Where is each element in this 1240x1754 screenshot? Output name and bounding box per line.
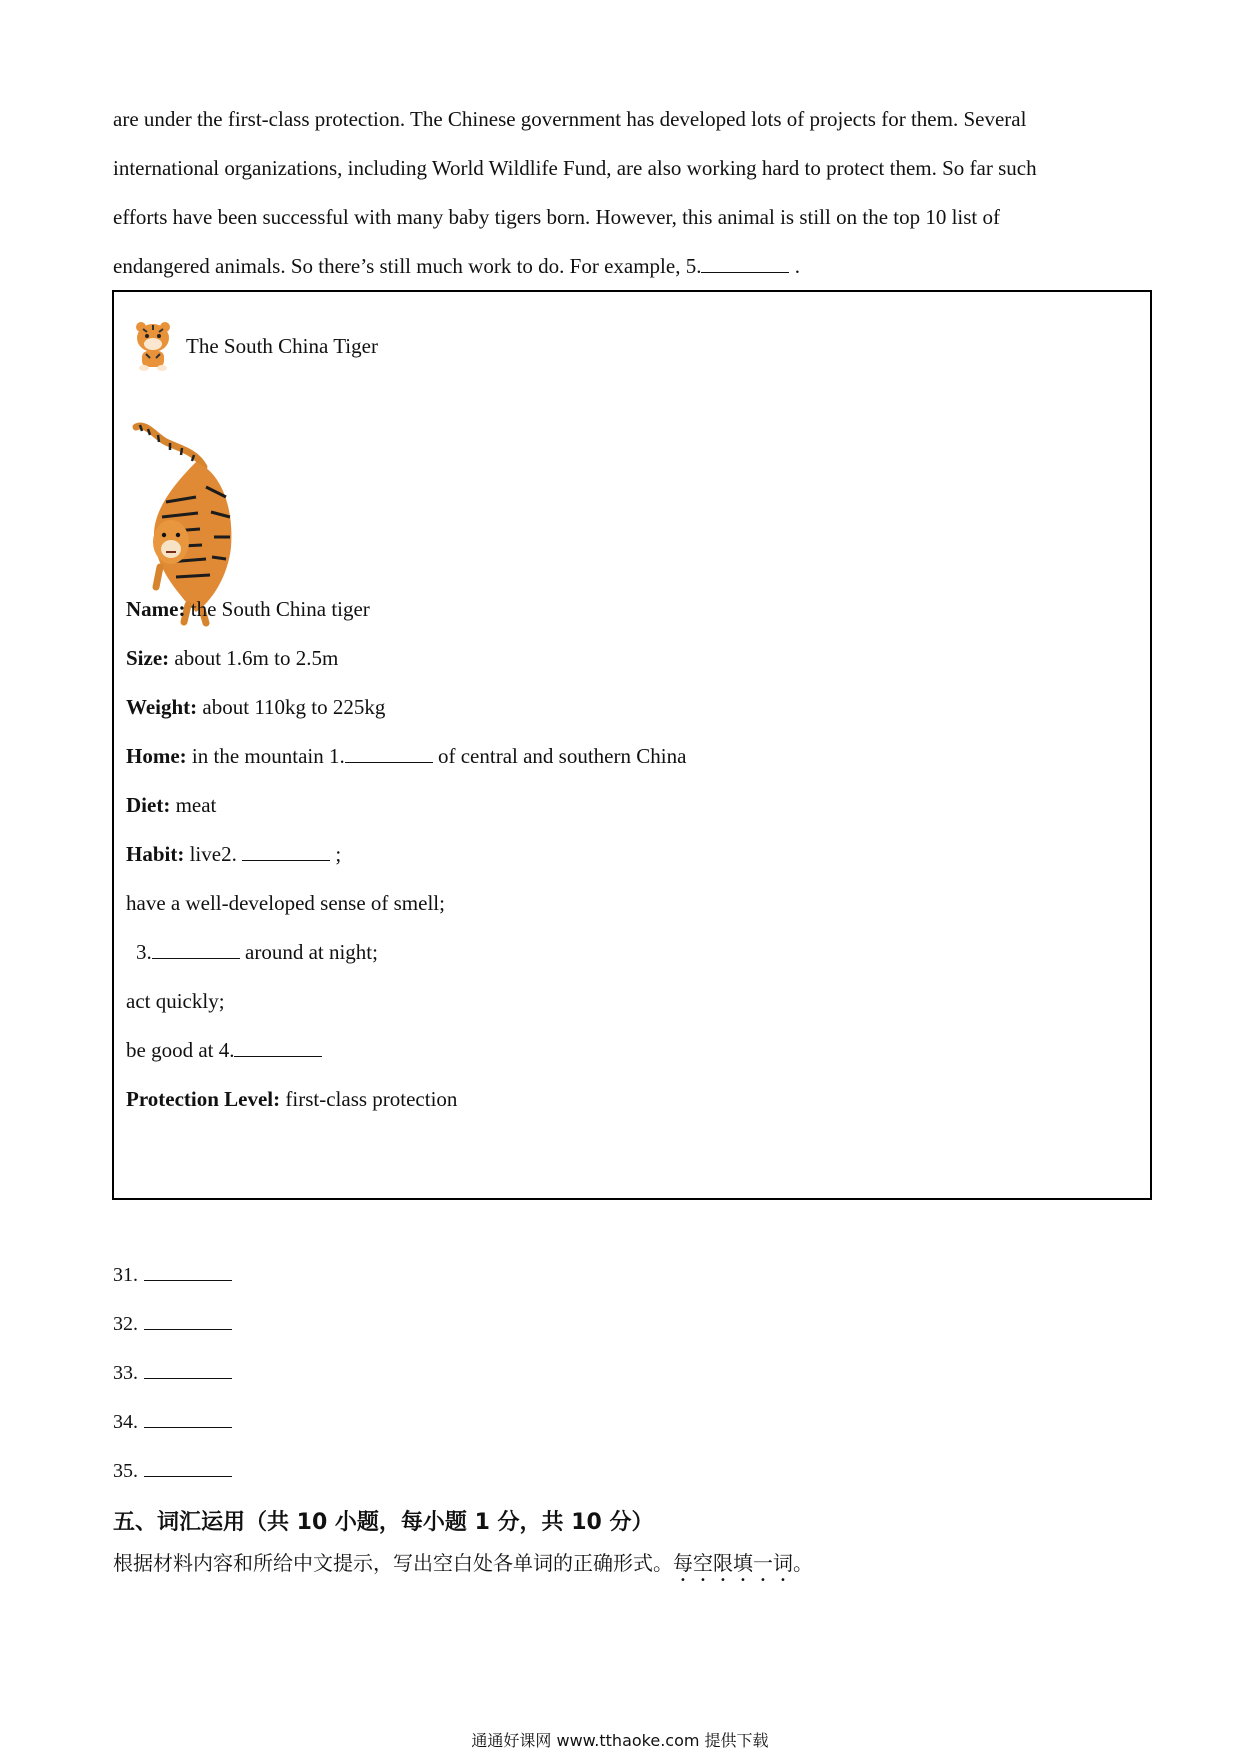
field-name xyxy=(126,597,370,622)
habit-line-3-prefix: 3. xyxy=(136,940,152,964)
answer-line xyxy=(113,1458,232,1483)
size-label: Size: xyxy=(126,646,170,670)
intro-line: international organizations, including World Wildlife Fund, are also working hard to protect them. So far such xyxy=(113,156,1037,180)
answer-line xyxy=(113,1262,232,1287)
answer-blank xyxy=(144,1409,232,1428)
blank-1 xyxy=(345,744,433,763)
card-title: The South China Tiger xyxy=(186,333,378,358)
blank-3 xyxy=(152,940,240,959)
answer-number: 33. xyxy=(113,1362,138,1384)
instruction-emphasis: 每空限填一词 xyxy=(673,1551,793,1575)
weight-label: Weight: xyxy=(126,695,198,719)
tiger-cartoon-icon xyxy=(130,320,176,372)
habit-line-3-suffix: around at night; xyxy=(239,940,378,964)
answer-number: 31. xyxy=(113,1264,138,1286)
instruction-suffix: 。 xyxy=(793,1551,813,1575)
intro-paragraph xyxy=(113,95,1143,291)
habit-line-2: have a well-developed sense of smell; xyxy=(126,891,445,915)
section-title: 五、词汇运用（共 10 小题，每小题 1 分，共 10 分） xyxy=(113,1510,654,1535)
intro-line: efforts have been successful with many baby tigers born. However, this animal is still on the top 10 list of xyxy=(113,205,1001,229)
home-label: Home: xyxy=(126,744,187,768)
field-weight xyxy=(126,695,385,720)
section-instruction xyxy=(113,1547,813,1586)
field-size xyxy=(126,646,338,671)
weight-value: about 110kg to 225kg xyxy=(197,695,386,719)
intro-last-prefix: endangered animals. So there’s still much work to do. For example, 5. xyxy=(113,254,702,278)
answer-blank xyxy=(144,1262,232,1281)
field-protection xyxy=(126,1087,457,1112)
intro-last-suffix: . xyxy=(789,254,800,278)
instruction-prefix: 根据材料内容和所给中文提示，写出空白处各单词的正确形式。 xyxy=(113,1551,673,1575)
field-diet xyxy=(126,793,216,818)
answer-blank xyxy=(144,1458,232,1477)
answer-line xyxy=(113,1409,232,1434)
home-suffix: of central and southern China xyxy=(432,744,687,768)
protection-value: first-class protection xyxy=(280,1087,458,1111)
habit-suffix: ; xyxy=(330,842,342,866)
field-home xyxy=(126,744,686,769)
habit-prefix: live2. xyxy=(184,842,243,866)
card-header xyxy=(130,320,378,372)
blank-5 xyxy=(701,254,789,273)
habit-line-4: act quickly; xyxy=(126,989,225,1013)
answer-number: 34. xyxy=(113,1411,138,1433)
name-label: Name: xyxy=(126,597,186,621)
answer-number: 32. xyxy=(113,1313,138,1335)
protection-label: Protection Level: xyxy=(126,1087,281,1111)
habit-line-3 xyxy=(136,940,378,965)
page-footer: 通通好课网 www.tthaoke.com 提供下载 xyxy=(471,1731,769,1750)
home-prefix: in the mountain 1. xyxy=(186,744,345,768)
answer-blank xyxy=(144,1311,232,1330)
blank-2 xyxy=(242,842,330,861)
diet-value: meat xyxy=(170,793,217,817)
size-value: about 1.6m to 2.5m xyxy=(169,646,339,670)
intro-line-last xyxy=(113,242,1143,291)
answer-line xyxy=(113,1311,232,1336)
tiger-info-card xyxy=(112,290,1152,1200)
habit-line-5-prefix: be good at 4. xyxy=(126,1038,235,1062)
answer-line xyxy=(113,1360,232,1385)
blank-4 xyxy=(234,1038,322,1057)
answer-number: 35. xyxy=(113,1460,138,1482)
diet-label: Diet: xyxy=(126,793,171,817)
intro-line: are under the first-class protection. The Chinese government has developed lots of projects for them. Several xyxy=(113,107,1027,131)
answer-blank xyxy=(144,1360,232,1379)
tiger-illustration xyxy=(126,417,246,627)
field-habit xyxy=(126,842,341,867)
habit-line-5 xyxy=(126,1038,322,1063)
name-value: the South China tiger xyxy=(185,597,370,621)
habit-label: Habit: xyxy=(126,842,185,866)
